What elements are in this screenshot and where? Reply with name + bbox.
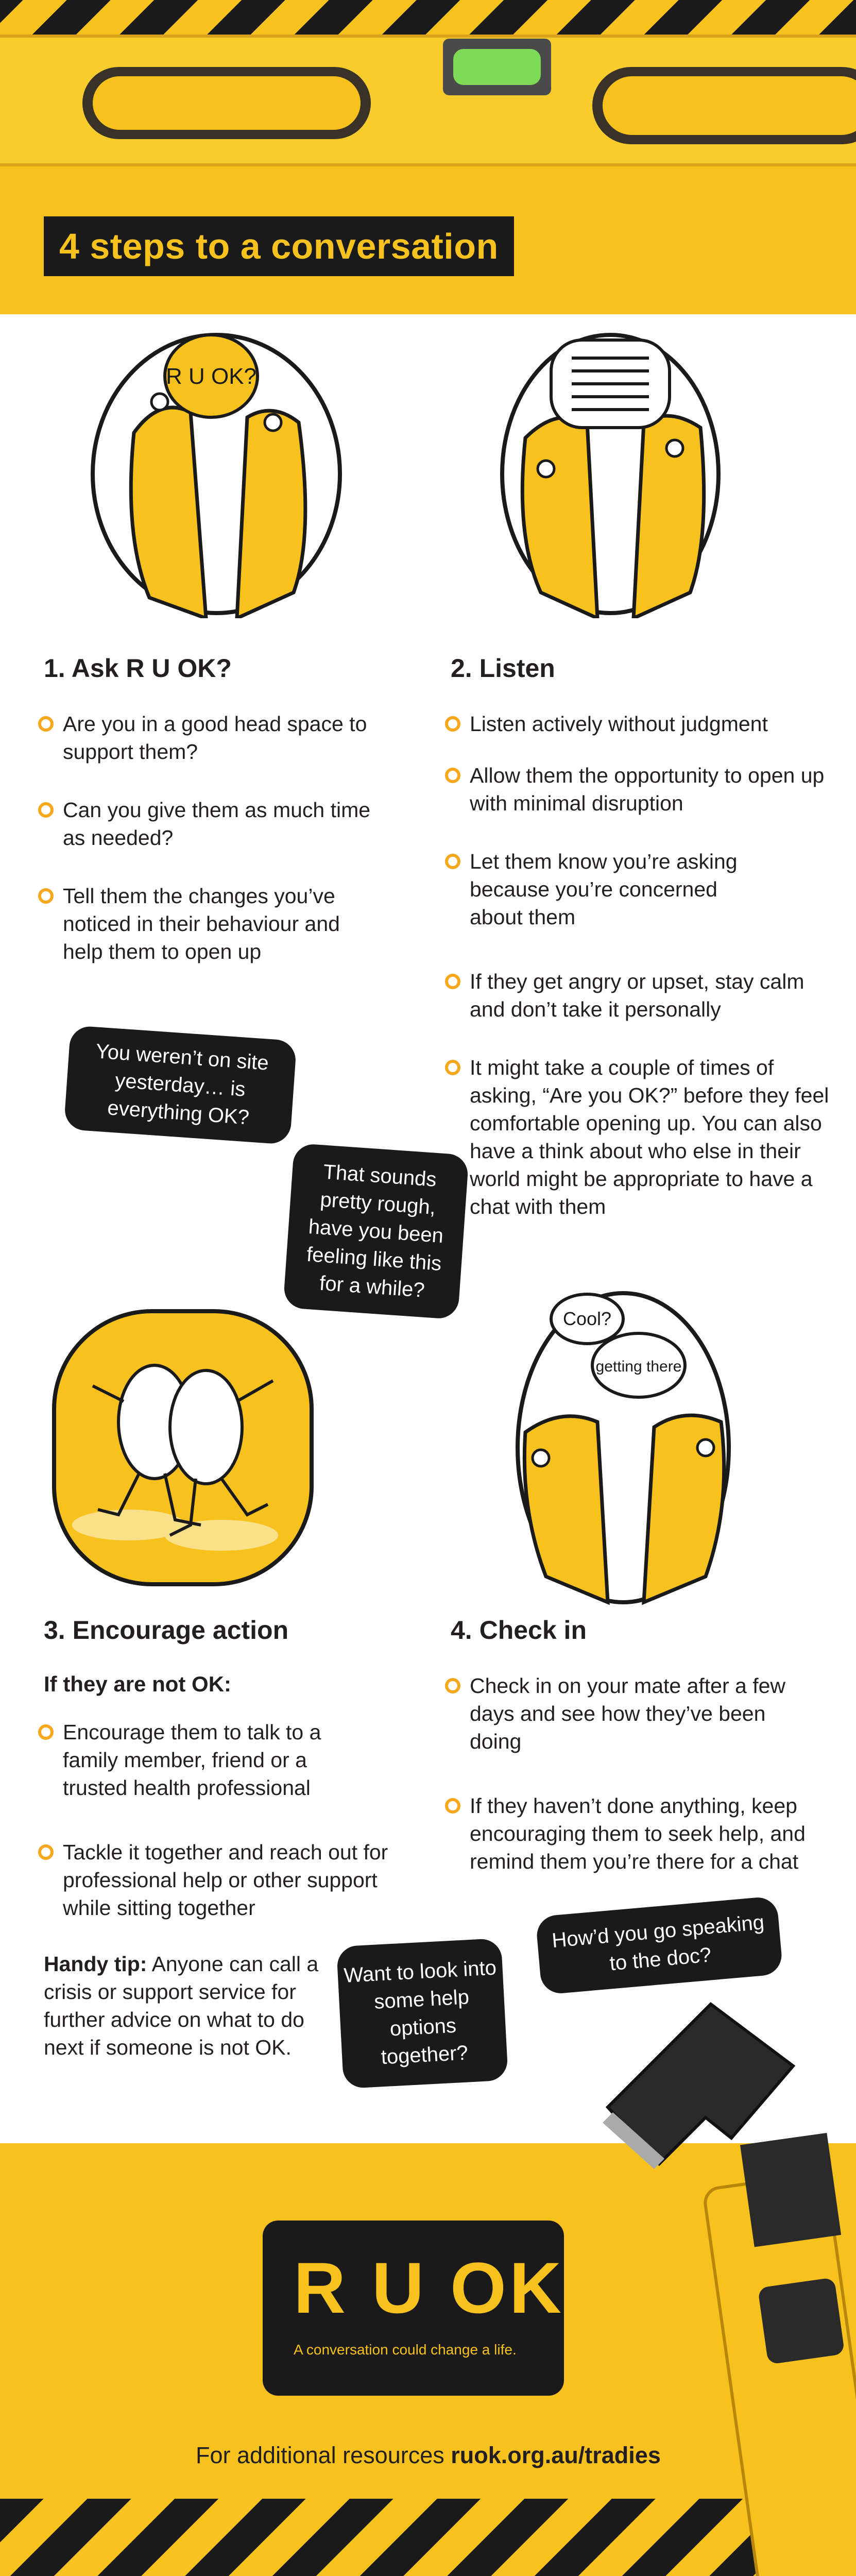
bullet-icon bbox=[445, 854, 460, 869]
step-3-subheading: If they are not OK: bbox=[44, 1672, 232, 1696]
bullet-icon bbox=[445, 1060, 460, 1075]
step-1-bullet: Are you in a good head space to support them? bbox=[63, 710, 382, 766]
checkin-speech-a: Cool? bbox=[562, 1308, 612, 1329]
logo-tagline: A conversation could change a life. bbox=[294, 2342, 517, 2358]
ask-illustration-icon bbox=[88, 330, 345, 618]
wrench-icon bbox=[577, 1984, 856, 2576]
step-2-bullet: Listen actively without judgment bbox=[470, 710, 830, 738]
bullet-icon bbox=[445, 1678, 460, 1693]
speech-bubble-doc: How’d you go speaking to the doc? bbox=[535, 1896, 783, 1995]
header-banner bbox=[0, 0, 856, 314]
ask-speech-text: R U OK? bbox=[165, 364, 257, 389]
step-1-bullet: Tell them the changes you’ve noticed in their behaviour and help them to open up bbox=[63, 882, 382, 965]
listen-illustration-icon bbox=[494, 330, 726, 618]
bullet-icon bbox=[38, 716, 54, 732]
resources-line: For additional resources ruok.org.au/tradies bbox=[196, 2442, 661, 2468]
step-3-bullet: Tackle it together and reach out for professional help or other support while sitting together bbox=[63, 1838, 392, 1922]
step-4-bullet: Check in on your mate after a few days and see how they’ve been doing bbox=[470, 1672, 789, 1755]
step-2-heading: 2. Listen bbox=[451, 654, 555, 683]
step-1-bullet: Can you give them as much time as needed? bbox=[63, 796, 382, 852]
speech-bubble-help: Want to look into some help options together? bbox=[336, 1938, 508, 2089]
bullet-icon bbox=[445, 974, 460, 989]
step-2-bullet: It might take a couple of times of asking, “Are you OK?” before they feel comfortable opening up. You can also have a think about who else in their world might be appropriate to have a chat with them bbox=[470, 1054, 830, 1221]
bullet-icon bbox=[445, 1798, 460, 1814]
step-2-bullet: Allow them the opportunity to open up with minimal disruption bbox=[470, 761, 830, 817]
step-4-heading: 4. Check in bbox=[451, 1616, 587, 1645]
step-1-heading: 1. Ask R U OK? bbox=[44, 654, 232, 683]
step-3-heading: 3. Encourage action bbox=[44, 1616, 289, 1645]
checkin-illustration-icon bbox=[510, 1288, 737, 1607]
step-2-bullet: If they get angry or upset, stay calm and don’t take it personally bbox=[470, 968, 830, 1023]
speech-bubble-site: You weren’t on site yesterday… is everything OK? bbox=[63, 1025, 297, 1145]
title-box bbox=[44, 216, 514, 276]
page-title: 4 steps to a conversation bbox=[59, 226, 499, 266]
bullet-icon bbox=[445, 716, 460, 732]
logo: R U OK? bbox=[294, 2247, 612, 2328]
bullet-icon bbox=[445, 768, 460, 783]
step-2-bullet: Let them know you’re asking because you’re concerned about them bbox=[470, 848, 758, 931]
bullet-icon bbox=[38, 1724, 54, 1740]
checkin-speech-b: getting there bbox=[595, 1358, 682, 1375]
step-3-bullet: Encourage them to talk to a family member, friend or a trusted health professional bbox=[63, 1718, 351, 1802]
handy-tip: Handy tip: Anyone can call a crisis or support service for further advice on what to do next if someone is not OK. bbox=[44, 1952, 319, 2059]
speech-bubble-rough: That sounds pretty rough, have you been feeling like this for a while? bbox=[283, 1143, 469, 1320]
encourage-illustration-icon bbox=[52, 1309, 314, 1587]
bullet-icon bbox=[38, 888, 54, 904]
step-4-bullet: If they haven’t done anything, keep encouraging them to seek help, and remind them you’re there for a chat bbox=[470, 1792, 830, 1875]
bullet-icon bbox=[38, 802, 54, 818]
resources-link[interactable]: ruok.org.au/tradies bbox=[451, 2442, 661, 2468]
bullet-icon bbox=[38, 1844, 54, 1860]
